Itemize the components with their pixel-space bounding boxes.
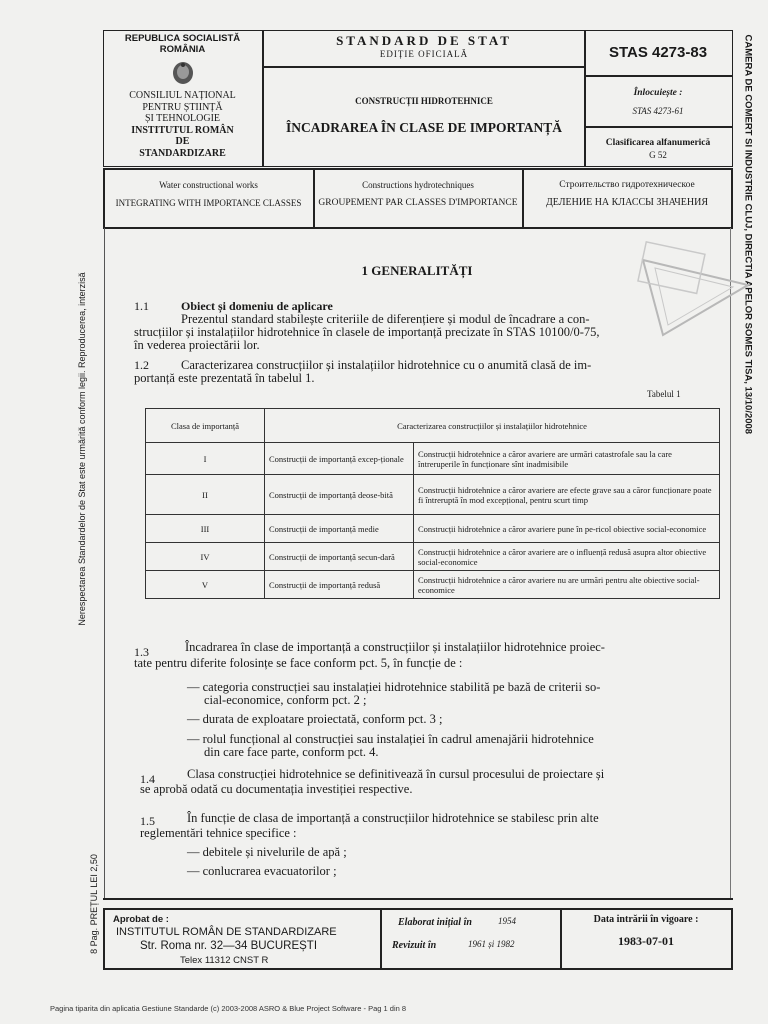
classes-table xyxy=(145,408,720,599)
s11-line1: Prezentul standard stabilește criteriile de diferențiere și modul de încadrare a con- xyxy=(181,312,590,326)
side-left-notice: Nerespectarea Standardelor de Stat este urmărită conform legii. Reproducerea, interzisă xyxy=(77,272,87,626)
approved-institute: INSTITUTUL ROMÂN DE STANDARDIZARE xyxy=(116,926,337,938)
side-price: 8 Pag. PREȚUL LEI 2,50 xyxy=(89,854,99,954)
revised-years: 1961 și 1982 xyxy=(468,939,515,949)
effective-date-label: Data intrării în vigoare : xyxy=(593,914,699,925)
approved-address: Str. Roma nr. 32—34 BUCUREȘTI xyxy=(140,940,318,952)
table-row xyxy=(146,571,720,599)
description-cell: Construcții hidrotehnice a căror avariere nu are urmări pentru alte obiective social-economice xyxy=(414,571,720,599)
coat-of-arms-icon xyxy=(170,60,196,86)
table-row xyxy=(146,543,720,571)
s13-bullet2: — durata de exploatare proiectată, conform pct. 3 ; xyxy=(187,712,443,726)
table-header-class: Clasa de importanță xyxy=(146,409,265,443)
classification-value: G 52 xyxy=(649,150,667,160)
council-block xyxy=(105,90,260,159)
stas-code: STAS 4273-83 xyxy=(608,44,708,61)
s15-bullet1: — debitele și nivelurile de apă ; xyxy=(187,845,347,859)
description-cell: Construcții hidrotehnice a căror avariere are o influență redusă asupra altor obiective social-economice xyxy=(414,543,720,571)
s13-bullet1a: — categoria construcției sau instalației hidrotehnice stabilită pe bază de criterii so- xyxy=(187,680,601,694)
classification-label: Clasificarea alfanumerică xyxy=(605,138,711,148)
country-line1: REPUBLICA SOCIALISTĂ xyxy=(124,33,241,44)
council-line1: CONSILIUL NAȚIONAL xyxy=(129,90,236,101)
class-cell: IV xyxy=(146,543,265,571)
country-line2: ROMÂNIA xyxy=(159,44,206,55)
table-row xyxy=(146,515,720,543)
institute-line3: STANDARDIZARE xyxy=(139,147,226,159)
section-heading: 1 GENERALITĂȚI xyxy=(361,263,473,278)
s11-number: 1.1 xyxy=(134,299,149,313)
standard-name: ÎNCADRAREA ÎN CLASE DE IMPORTANȚĂ xyxy=(285,120,563,135)
s15-line1: În funcție de clasa de importanță a construcțiilor hidrotehnice se stabilesc prin alte xyxy=(187,811,599,825)
s12-line2: portanță este prezentată în tabelul 1. xyxy=(134,371,315,385)
s13-line2: tate pentru diferite folosințe se face conform pct. 5, în funcție de : xyxy=(134,656,463,670)
print-footer-note: Pagina tiparita din aplicatia Gestiune Standarde (c) 2003-2008 ASRO & Blue Project Software - Pag 1 din 8 xyxy=(50,1004,407,1013)
translation-ru-title: ДЕЛЕНИЕ НА КЛАССЫ ЗНАЧЕНИЯ xyxy=(545,197,709,208)
council-line3: ȘI TEHNOLOGIE xyxy=(144,113,221,124)
class-cell: III xyxy=(146,515,265,543)
s15-line2: reglementări tehnice specifice : xyxy=(140,826,297,840)
type-cell: Construcții de importanță excep-ționale xyxy=(265,443,414,475)
s13-bullet1b: cial-economice, conform pct. 2 ; xyxy=(204,693,367,707)
effective-date-value: 1983-07-01 xyxy=(618,934,674,948)
header-left xyxy=(105,33,260,55)
class-cell: V xyxy=(146,571,265,599)
s13-bullet3a: — rolul funcțional al construcției sau instalației în cadrul amenajării hidrotehnice xyxy=(187,732,594,746)
s12-line1: Caracterizarea construcțiilor și instalațiilor hidrotehnice cu o anumită clasă de im- xyxy=(181,358,592,372)
elaborated-label: Elaborat inițial în xyxy=(398,917,472,928)
type-cell: Construcții de importanță redusă xyxy=(265,571,414,599)
s11-line2: strucțiilor și instalațiilor hidrotehnice în clasele de importanță precizate în STAS 10100/0-75, xyxy=(134,325,600,339)
type-cell: Construcții de importanță medie xyxy=(265,515,414,543)
table-row xyxy=(146,475,720,515)
standard-category: CONSTRUCȚII HIDROTEHNICE xyxy=(355,96,493,106)
type-cell: Construcții de importanță deose-bită xyxy=(265,475,414,515)
s11-title: Obiect și domeniu de aplicare xyxy=(181,299,333,313)
approved-label: Aprobat de : xyxy=(113,914,169,925)
translation-en-label: Water constructional works xyxy=(159,180,258,190)
s15-number: 1.5 xyxy=(140,814,155,828)
s14-line2: se aprobă odată cu documentația investiției respective. xyxy=(140,782,413,796)
table-row xyxy=(146,443,720,475)
translation-ru-label: Строительство гидротехническое xyxy=(559,180,695,190)
s13-number: 1.3 xyxy=(134,645,149,659)
s12-number: 1.2 xyxy=(134,358,149,372)
s15-bullet2: — conlucrarea evacuatorilor ; xyxy=(187,864,337,878)
s14-line1: Clasa construcției hidrotehnice se definitivează în cursul procesului de proiectare și xyxy=(187,767,605,781)
standard-title: STANDARD DE STAT xyxy=(336,33,512,48)
description-cell: Construcții hidrotehnice a căror avariere pune în pe-ricol obiective social-economice xyxy=(414,515,720,543)
revised-label: Revizuit în xyxy=(392,940,437,951)
s11-line3: în vederea proiectării lor. xyxy=(134,338,260,352)
class-cell: II xyxy=(146,475,265,515)
elaborated-year: 1954 xyxy=(498,916,516,926)
translation-fr-title: GROUPEMENT PAR CLASSES D'IMPORTANCE xyxy=(318,198,518,208)
s14-number: 1.4 xyxy=(140,772,155,786)
description-cell: Construcții hidrotehnice a căror avariere are urmări catastrofale sau la care întreruperile în funcționare sînt inadmisibile xyxy=(414,443,720,475)
institute-line1: INSTITUTUL ROMÂN xyxy=(131,124,234,136)
s13-line1: Încadrarea în clase de importanță a construcțiilor și instalațiilor hidrotehnice proiec- xyxy=(185,640,605,654)
institute-line2: DE xyxy=(175,136,190,147)
table-header-characterization: Caracterizarea construcțiilor și instalațiilor hidrotehnice xyxy=(265,409,720,443)
council-line2: PENTRU ȘTIINȚĂ xyxy=(142,101,223,113)
translation-fr-label: Constructions hydrotechniques xyxy=(362,180,474,190)
translation-en-title: INTEGRATING WITH IMPORTANCE CLASSES xyxy=(115,198,302,208)
approved-telex: Telex 11312 CNST R xyxy=(180,955,269,966)
side-right-stamp-text: CAMERA DE COMERT SI INDUSTRIE CLUJ, DIRECTIA APELOR SOMES TISA, 13/10/2008 xyxy=(742,34,754,435)
s13-bullet3b: din care face parte, conform pct. 4. xyxy=(204,745,379,759)
description-cell: Construcții hidrotehnice a căror avariere are efecte grave sau a căror funcționare poate fi întreruptă în mod excepțional, pentru scurt timp xyxy=(414,475,720,515)
registration-stamp-icon xyxy=(633,240,753,340)
class-cell: I xyxy=(146,443,265,475)
table-label: Tabelul 1 xyxy=(647,389,681,399)
table-header-row xyxy=(146,409,720,443)
replaces-label: Înlocuiește : xyxy=(633,88,683,98)
type-cell: Construcții de importanță secun-dară xyxy=(265,543,414,571)
replaces-value: STAS 4273-61 xyxy=(632,106,684,116)
edition-label: EDIȚIE OFICIALĂ xyxy=(379,49,469,59)
